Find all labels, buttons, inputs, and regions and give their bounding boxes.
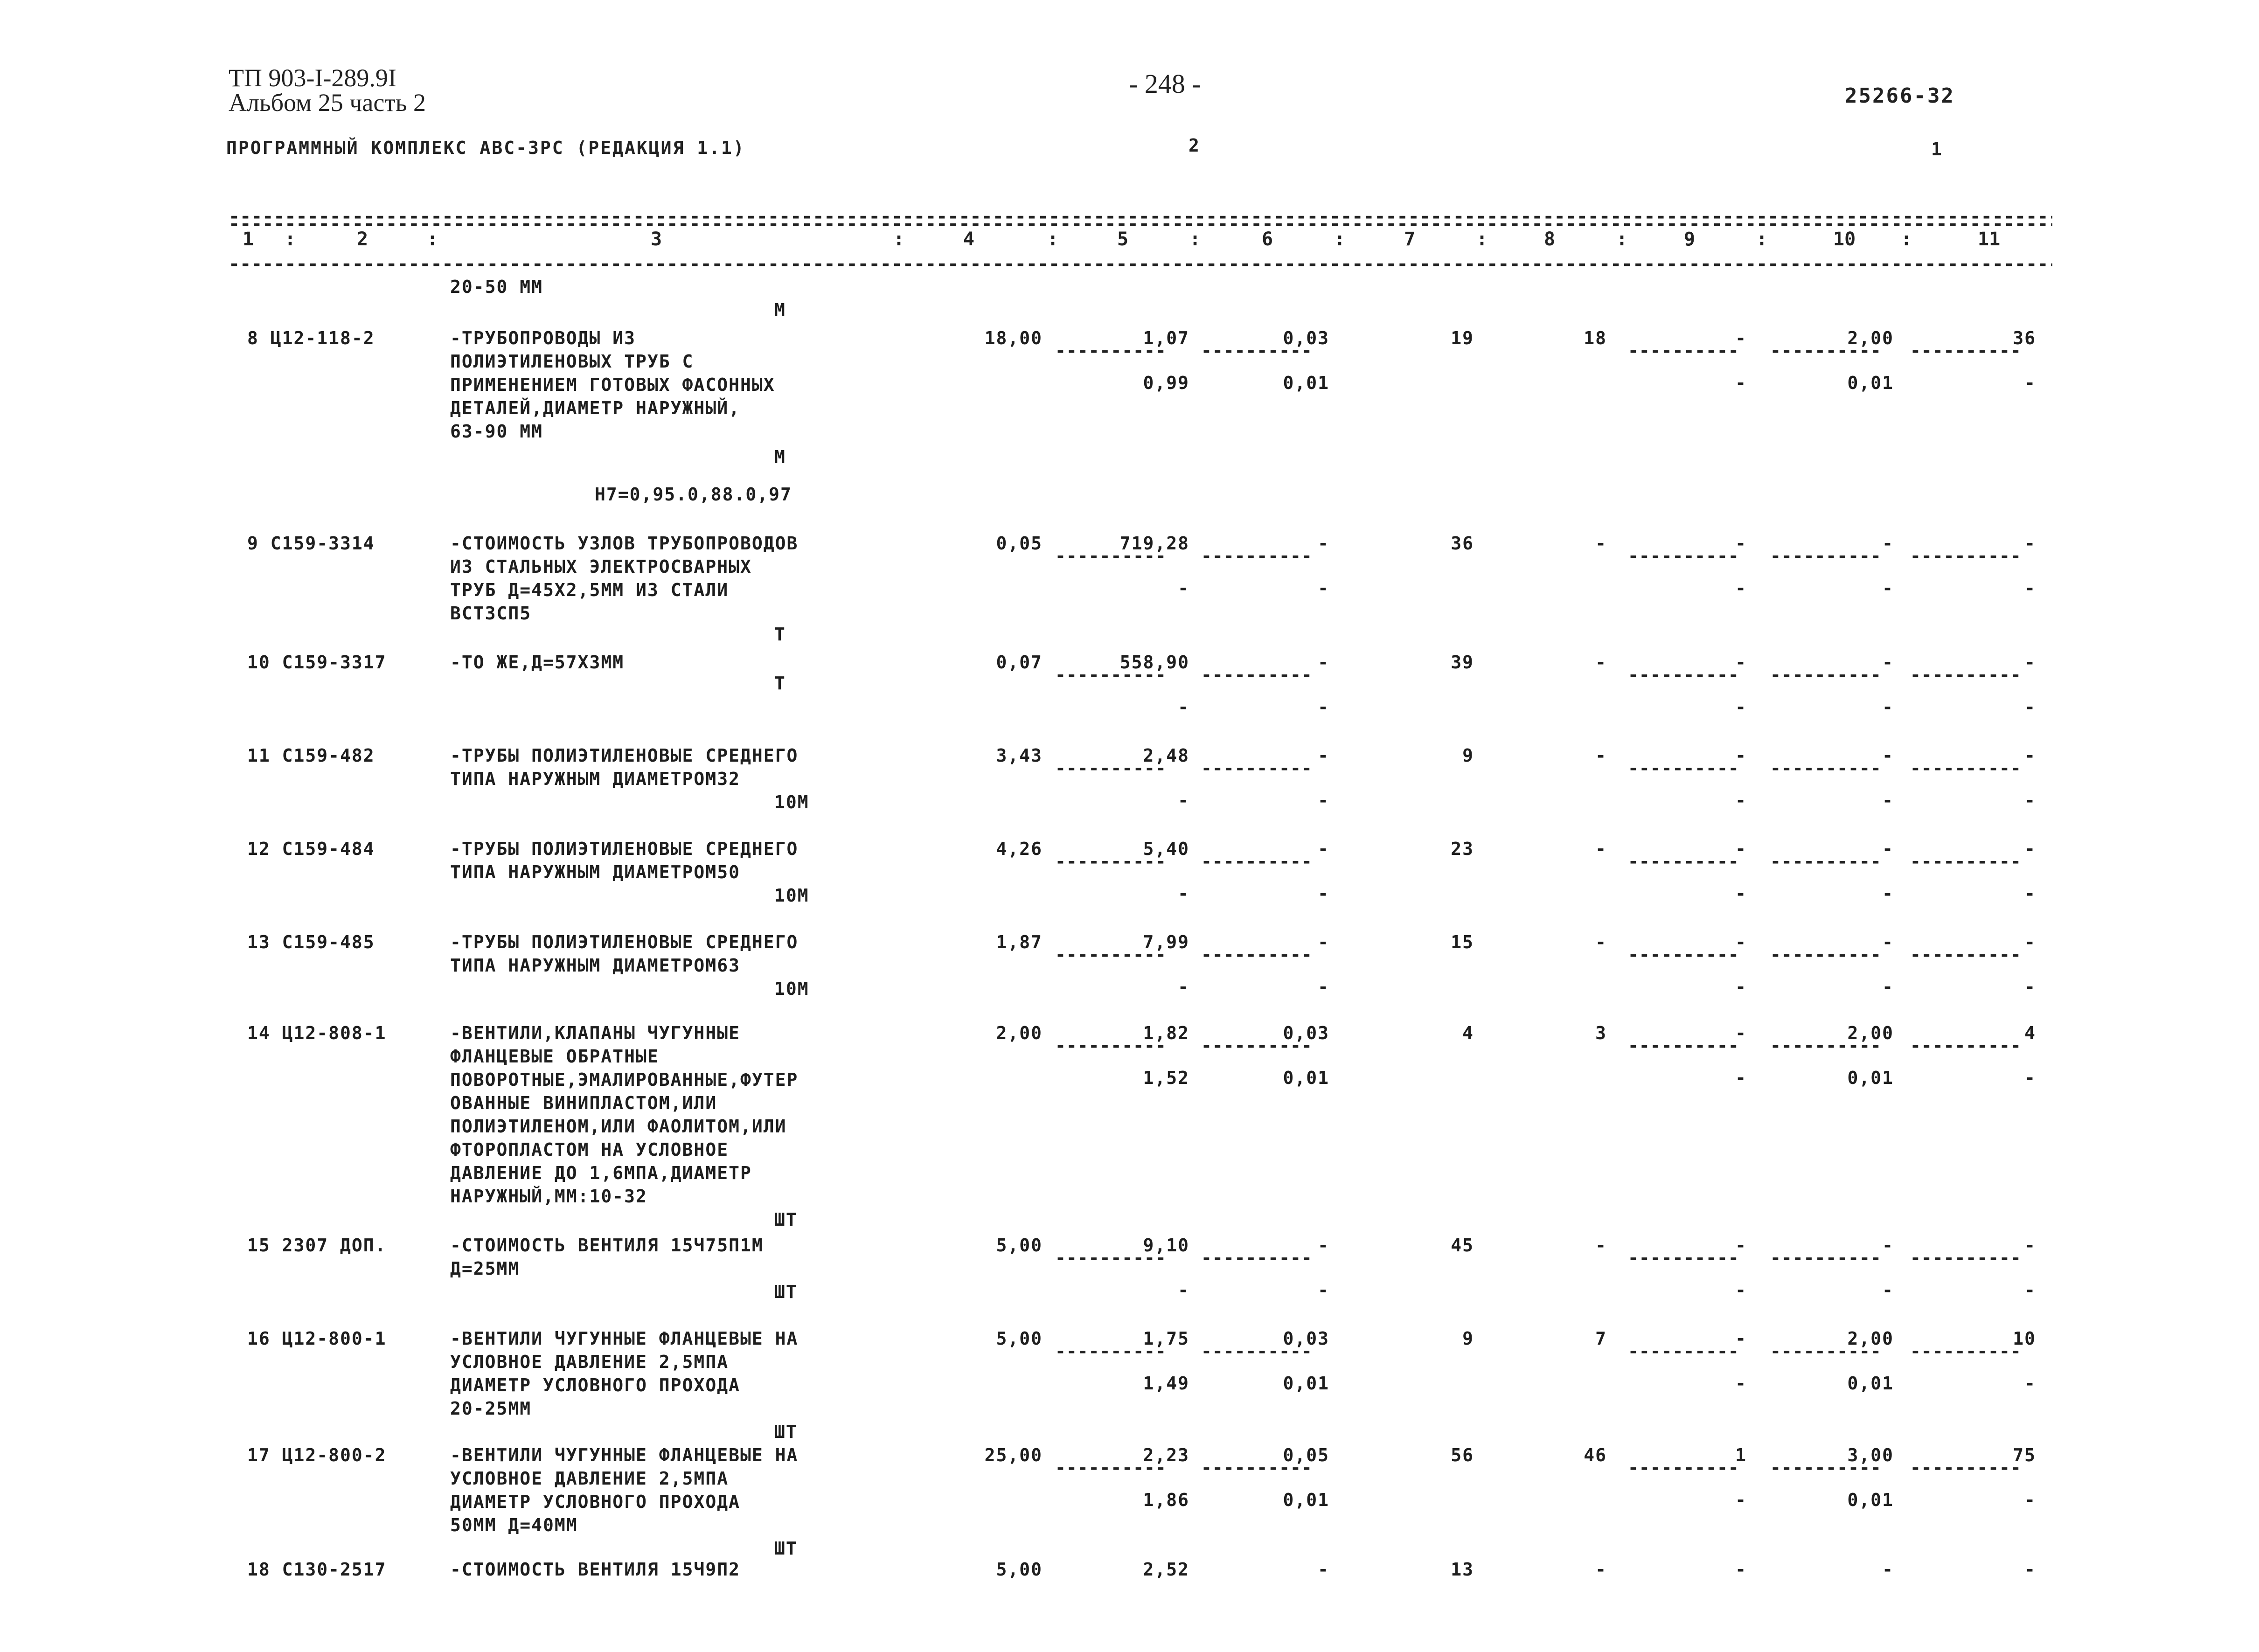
cell-c10b: -: [1882, 977, 1894, 997]
cell-c9: -: [1735, 1023, 1747, 1043]
cell-c4: 3,43: [996, 745, 1043, 766]
row-description-line: ФТОРОПЛАСТОМ НА УСЛОВНОЕ: [450, 1139, 729, 1160]
sheet-mark-b: 1: [1931, 139, 1943, 160]
cell-divider: [1910, 1463, 2022, 1472]
cell-divider: [1201, 1253, 1313, 1263]
column-separator: :: [1047, 229, 1059, 250]
cell-c11: 4: [2024, 1023, 2036, 1043]
cell-divider: [1055, 1041, 1167, 1050]
cell-c9b: -: [1735, 790, 1747, 811]
cell-c6: -: [1318, 652, 1329, 673]
row-number-code: 8 Ц12-118-2: [247, 328, 375, 348]
row-description-line: ДИАМЕТР УСЛОВНОГО ПРОХОДА: [450, 1492, 740, 1512]
cell-divider: [1055, 670, 1167, 680]
cell-divider: [1910, 1253, 2022, 1263]
unit-label: ШТ: [774, 1209, 798, 1230]
row-description-line: -СТОИМОСТЬ ВЕНТИЛЯ 15Ч9П2: [450, 1559, 740, 1580]
cell-c6: 0,03: [1283, 1328, 1329, 1349]
column-separator: :: [1189, 229, 1201, 250]
unit-label: Т: [774, 624, 786, 645]
row-description-line: ОВАННЫЕ ВИНИПЛАСТОМ,ИЛИ: [450, 1093, 717, 1113]
cell-c10: 3,00: [1847, 1445, 1894, 1465]
cell-c11b: -: [2024, 697, 2036, 717]
row-number-code: 10 С159-3317: [247, 652, 387, 673]
cell-c5: 2,52: [1143, 1559, 1189, 1580]
row-number-code: 11 С159-482: [247, 745, 375, 766]
cell-c7: 15: [1451, 932, 1474, 952]
cell-c10b: 0,01: [1847, 1068, 1894, 1088]
cell-c5: 2,23: [1143, 1445, 1189, 1465]
cell-c11b: -: [2024, 977, 2036, 997]
cell-c10b: 0,01: [1847, 373, 1894, 393]
cell-c10b: 0,01: [1847, 1490, 1894, 1510]
cell-c8: 7: [1595, 1328, 1607, 1349]
column-separator: :: [1476, 229, 1488, 250]
column-separator: :: [285, 229, 296, 250]
cell-divider: [1770, 1347, 1882, 1356]
cell-c10: -: [1882, 839, 1894, 859]
cell-c5b: -: [1178, 1280, 1189, 1300]
row-description-line: -ТО ЖЕ,Д=57Х3ММ: [450, 652, 625, 673]
cell-c4: 18,00: [984, 328, 1043, 348]
row-description-line: ИЗ СТАЛЬНЫХ ЭЛЕКТРОСВАРНЫХ: [450, 556, 752, 577]
cell-divider: [1770, 857, 1882, 866]
cell-c6: 0,05: [1283, 1445, 1329, 1465]
column-header-3: 3: [651, 229, 662, 250]
cell-c9: -: [1735, 1235, 1747, 1256]
cell-divider: [1628, 950, 1739, 959]
cell-c5: 1,82: [1143, 1023, 1189, 1043]
cell-c7: 9: [1462, 745, 1474, 766]
row-description-line: Д=25ММ: [450, 1258, 520, 1279]
row-description-line: ТИПА НАРУЖНЫМ ДИАМЕТРОМ32: [450, 769, 740, 789]
cell-divider: [1055, 346, 1167, 355]
cell-c7: 36: [1451, 533, 1474, 554]
cell-divider: [1628, 1347, 1739, 1356]
table-top-rule-2: [229, 219, 2052, 229]
row-description-line: -ТРУБЫ ПОЛИЭТИЛЕНОВЫЕ СРЕДНЕГО: [450, 839, 799, 859]
column-header-10: 10: [1833, 229, 1856, 250]
row-description-line: НАРУЖНЫЙ,ММ:10-32: [450, 1186, 647, 1207]
row-description-line: ТИПА НАРУЖНЫМ ДИАМЕТРОМ63: [450, 955, 740, 976]
cell-c9b: -: [1735, 1280, 1747, 1300]
cell-c4: 5,00: [996, 1328, 1043, 1349]
cell-c8: -: [1595, 932, 1607, 952]
cell-c11: 10: [2013, 1328, 2036, 1349]
cell-c5: 9,10: [1143, 1235, 1189, 1256]
cell-c11: 36: [2013, 328, 2036, 348]
cell-c11: -: [2024, 932, 2036, 952]
column-separator: :: [1334, 229, 1346, 250]
cell-c5b: -: [1178, 790, 1189, 811]
cell-c7: 39: [1451, 652, 1474, 673]
cell-c9: -: [1735, 745, 1747, 766]
row-number-code: 17 Ц12-800-2: [247, 1445, 387, 1465]
column-header-6: 6: [1262, 229, 1273, 250]
carry-over-text: 20-50 ММ: [450, 277, 543, 297]
album-label: Альбом 25 часть 2: [229, 89, 426, 117]
row-number-code: 13 С159-485: [247, 932, 375, 952]
cell-c5b: 1,49: [1143, 1373, 1189, 1394]
cell-divider: [1770, 950, 1882, 959]
cell-c10: -: [1882, 745, 1894, 766]
cell-c9b: -: [1735, 1068, 1747, 1088]
cell-c4: 4,26: [996, 839, 1043, 859]
cell-divider: [1770, 764, 1882, 773]
column-separator: :: [893, 229, 905, 250]
cell-c10: 2,00: [1847, 328, 1894, 348]
cell-c11: -: [2024, 1235, 2036, 1256]
cell-c11b: -: [2024, 790, 2036, 811]
cell-c10: -: [1882, 533, 1894, 554]
cell-c5b: -: [1178, 977, 1189, 997]
cell-c11: -: [2024, 652, 2036, 673]
cell-c11: -: [2024, 839, 2036, 859]
cell-c11b: -: [2024, 883, 2036, 904]
row-description-line: ДИАМЕТР УСЛОВНОГО ПРОХОДА: [450, 1375, 740, 1395]
unit-label: 10М: [774, 979, 809, 999]
cell-divider: [1910, 1041, 2022, 1050]
cell-c5: 1,07: [1143, 328, 1189, 348]
cell-divider: [1770, 1463, 1882, 1472]
cell-c10b: -: [1882, 1280, 1894, 1300]
row-description-line: ПОЛИЭТИЛЕНОМ,ИЛИ ФАОЛИТОМ,ИЛИ: [450, 1116, 787, 1137]
cell-c9: -: [1735, 533, 1747, 554]
cell-c6: -: [1318, 1235, 1329, 1256]
cell-c10: 2,00: [1847, 1328, 1894, 1349]
unit-label: 10М: [774, 792, 809, 812]
row-description-line: ПОЛИЭТИЛЕНОВЫХ ТРУБ С: [450, 351, 694, 372]
cell-c7: 19: [1451, 328, 1474, 348]
column-separator: :: [1901, 229, 1912, 250]
cell-c7: 9: [1462, 1328, 1474, 1349]
row-description-line: -СТОИМОСТЬ ВЕНТИЛЯ 15Ч75П1М: [450, 1235, 764, 1256]
cell-divider: [1910, 551, 2022, 561]
cell-c10: 2,00: [1847, 1023, 1894, 1043]
cell-c9: -: [1735, 328, 1747, 348]
row-description-line: ФЛАНЦЕВЫЕ ОБРАТНЫЕ: [450, 1046, 659, 1067]
cell-c10: -: [1882, 932, 1894, 952]
row-description-line: -ВЕНТИЛИ ЧУГУННЫЕ ФЛАНЦЕВЫЕ НА: [450, 1445, 799, 1465]
cell-divider: [1628, 551, 1739, 561]
cell-c7: 56: [1451, 1445, 1474, 1465]
column-header-8: 8: [1544, 229, 1556, 250]
cell-divider: [1055, 857, 1167, 866]
cell-divider: [1628, 1253, 1739, 1263]
row-description-line: ВСТ3СП5: [450, 603, 532, 624]
cell-c9: -: [1735, 1559, 1747, 1580]
row-description-line: 50ММ Д=40ММ: [450, 1515, 578, 1535]
cell-c6b: 0,01: [1283, 373, 1329, 393]
cell-c4: 2,00: [996, 1023, 1043, 1043]
column-separator: :: [427, 229, 438, 250]
cell-c11: -: [2024, 533, 2036, 554]
cell-divider: [1055, 950, 1167, 959]
cell-c5b: -: [1178, 697, 1189, 717]
column-separator: :: [1756, 229, 1768, 250]
row-description-line: -ТРУБЫ ПОЛИЭТИЛЕНОВЫЕ СРЕДНЕГО: [450, 745, 799, 766]
row-description-line: ПРИМЕНЕНИЕМ ГОТОВЫХ ФАСОННЫХ: [450, 375, 775, 395]
cell-c11: 75: [2013, 1445, 2036, 1465]
row-description-line: -ТРУБЫ ПОЛИЭТИЛЕНОВЫЕ СРЕДНЕГО: [450, 932, 799, 952]
cell-c4: 5,00: [996, 1235, 1043, 1256]
row-description-line: -ВЕНТИЛИ ЧУГУННЫЕ ФЛАНЦЕВЫЕ НА: [450, 1328, 799, 1349]
cell-c5b: 1,52: [1143, 1068, 1189, 1088]
cell-c6: -: [1318, 1559, 1329, 1580]
cell-c6b: -: [1318, 1280, 1329, 1300]
column-header-9: 9: [1684, 229, 1696, 250]
cell-c11b: -: [2024, 1068, 2036, 1088]
cell-divider: [1055, 1463, 1167, 1472]
cell-divider: [1628, 857, 1739, 866]
cell-c6b: 0,01: [1283, 1068, 1329, 1088]
row-description-line: 63-90 ММ: [450, 421, 543, 442]
unit-label: М: [774, 300, 786, 320]
cell-c5: 719,28: [1119, 533, 1189, 554]
cell-divider: [1628, 764, 1739, 773]
cell-divider: [1201, 551, 1313, 561]
doc-code: ТП 903-I-289.9I: [229, 64, 396, 92]
cell-divider: [1628, 670, 1739, 680]
cell-c4: 25,00: [984, 1445, 1043, 1465]
cell-divider: [1628, 1041, 1739, 1050]
cell-c5: 1,75: [1143, 1328, 1189, 1349]
cell-c8: -: [1595, 1559, 1607, 1580]
cell-c6b: -: [1318, 883, 1329, 904]
cell-c5: 2,48: [1143, 745, 1189, 766]
cell-c11b: -: [2024, 1280, 2036, 1300]
cell-divider: [1055, 1347, 1167, 1356]
cell-divider: [1055, 1253, 1167, 1263]
cell-c8: 18: [1584, 328, 1607, 348]
row-description-line: ТИПА НАРУЖНЫМ ДИАМЕТРОМ50: [450, 862, 740, 882]
cell-divider: [1201, 950, 1313, 959]
cell-c10: -: [1882, 652, 1894, 673]
cell-divider: [1910, 857, 2022, 866]
column-header-11: 11: [1978, 229, 2001, 250]
row-note: Н7=0,95.0,88.0,97: [595, 484, 792, 505]
cell-divider: [1201, 346, 1313, 355]
cell-c5b: -: [1178, 578, 1189, 598]
cell-c5b: -: [1178, 883, 1189, 904]
cell-c9: -: [1735, 839, 1747, 859]
cell-c5: 5,40: [1143, 839, 1189, 859]
cell-c9b: -: [1735, 977, 1747, 997]
column-header-4: 4: [963, 229, 975, 250]
cell-c11b: -: [2024, 1490, 2036, 1510]
cell-c8: -: [1595, 533, 1607, 554]
row-description-line: -СТОИМОСТЬ УЗЛОВ ТРУБОПРОВОДОВ: [450, 533, 799, 554]
cell-c10b: -: [1882, 697, 1894, 717]
cell-c11b: -: [2024, 578, 2036, 598]
program-title: ПРОГРАММНЫЙ КОМПЛЕКС АВС-3РС (РЕДАКЦИЯ 1.1): [226, 138, 745, 158]
cell-c9: -: [1735, 932, 1747, 952]
cell-c9b: -: [1735, 373, 1747, 393]
cell-c6b: -: [1318, 578, 1329, 598]
cell-c10b: 0,01: [1847, 1373, 1894, 1394]
archive-number: 25266-32: [1845, 84, 1955, 108]
cell-c4: 0,07: [996, 652, 1043, 673]
cell-c6: -: [1318, 533, 1329, 554]
row-number-code: 16 Ц12-800-1: [247, 1328, 387, 1349]
row-description-line: ТРУБ Д=45Х2,5ММ ИЗ СТАЛИ: [450, 580, 729, 600]
cell-c9: -: [1735, 1328, 1747, 1349]
row-number-code: 18 С130-2517: [247, 1559, 387, 1580]
row-number-code: 15 2307 ДОП.: [247, 1235, 387, 1256]
cell-divider: [1201, 857, 1313, 866]
page-number: - 248 -: [1129, 69, 1201, 99]
cell-c5: 558,90: [1119, 652, 1189, 673]
cell-c10: -: [1882, 1559, 1894, 1580]
cell-c5b: 0,99: [1143, 373, 1189, 393]
row-description-line: ДЕТАЛЕЙ,ДИАМЕТР НАРУЖНЫЙ,: [450, 398, 740, 418]
cell-divider: [1201, 670, 1313, 680]
column-header-7: 7: [1404, 229, 1416, 250]
cell-c6: -: [1318, 932, 1329, 952]
cell-c9b: -: [1735, 883, 1747, 904]
row-number-code: 9 С159-3314: [247, 533, 375, 554]
cell-divider: [1055, 551, 1167, 561]
cell-c10b: -: [1882, 578, 1894, 598]
column-header-2: 2: [357, 229, 368, 250]
cell-c5b: 1,86: [1143, 1490, 1189, 1510]
cell-c7: 4: [1462, 1023, 1474, 1043]
cell-c6b: 0,01: [1283, 1373, 1329, 1394]
cell-divider: [1910, 670, 2022, 680]
cell-divider: [1770, 1041, 1882, 1050]
cell-c8: -: [1595, 745, 1607, 766]
cell-c11b: -: [2024, 373, 2036, 393]
row-description-line: ПОВОРОТНЫЕ,ЭМАЛИРОВАННЫЕ,ФУТЕР: [450, 1069, 799, 1090]
cell-c7: 13: [1451, 1559, 1474, 1580]
cell-c8: -: [1595, 652, 1607, 673]
row-number-code: 14 Ц12-808-1: [247, 1023, 387, 1043]
cell-divider: [1201, 764, 1313, 773]
sheet-mark-a: 2: [1189, 135, 1201, 156]
cell-divider: [1201, 1347, 1313, 1356]
cell-c11: -: [2024, 1559, 2036, 1580]
cell-divider: [1910, 346, 2022, 355]
cell-c6: -: [1318, 745, 1329, 766]
cell-c6b: 0,01: [1283, 1490, 1329, 1510]
cell-divider: [1770, 1253, 1882, 1263]
cell-c5: 7,99: [1143, 932, 1189, 952]
cell-c10b: -: [1882, 790, 1894, 811]
cell-c9b: -: [1735, 578, 1747, 598]
cell-c6: 0,03: [1283, 328, 1329, 348]
row-description-line: УСЛОВНОЕ ДАВЛЕНИЕ 2,5МПА: [450, 1468, 729, 1489]
cell-c11: -: [2024, 745, 2036, 766]
cell-c10: -: [1882, 1235, 1894, 1256]
cell-divider: [1770, 551, 1882, 561]
cell-c9b: -: [1735, 1373, 1747, 1394]
cell-c10b: -: [1882, 883, 1894, 904]
cell-divider: [1201, 1463, 1313, 1472]
table-header-rule: [229, 259, 2052, 270]
row-description-line: -ТРУБОПРОВОДЫ ИЗ: [450, 328, 636, 348]
unit-label: Т: [774, 673, 786, 694]
cell-c6b: -: [1318, 977, 1329, 997]
cell-c7: 23: [1451, 839, 1474, 859]
unit-label: ШТ: [774, 1282, 798, 1302]
row-number-code: 12 С159-484: [247, 839, 375, 859]
cell-c6: -: [1318, 839, 1329, 859]
cell-c6b: -: [1318, 697, 1329, 717]
cell-c4: 1,87: [996, 932, 1043, 952]
cell-c4: 5,00: [996, 1559, 1043, 1580]
column-header-5: 5: [1117, 229, 1129, 250]
row-description-line: -ВЕНТИЛИ,КЛАПАНЫ ЧУГУННЫЕ: [450, 1023, 740, 1043]
row-description-line: 20-25ММ: [450, 1398, 532, 1419]
cell-c6b: -: [1318, 790, 1329, 811]
cell-c8: 46: [1584, 1445, 1607, 1465]
cell-divider: [1055, 764, 1167, 773]
row-description-line: ДАВЛЕНИЕ ДО 1,6МПА,ДИАМЕТР: [450, 1163, 752, 1183]
cell-c9: 1: [1735, 1445, 1747, 1465]
unit-label: ШТ: [774, 1538, 798, 1559]
cell-c9b: -: [1735, 1490, 1747, 1510]
cell-divider: [1770, 346, 1882, 355]
unit-label: ШТ: [774, 1422, 798, 1442]
cell-c7: 45: [1451, 1235, 1474, 1256]
unit-label: М: [774, 447, 786, 467]
row-description-line: УСЛОВНОЕ ДАВЛЕНИЕ 2,5МПА: [450, 1352, 729, 1372]
cell-divider: [1910, 1347, 2022, 1356]
cell-c8: -: [1595, 839, 1607, 859]
cell-divider: [1910, 950, 2022, 959]
cell-divider: [1201, 1041, 1313, 1050]
cell-divider: [1628, 346, 1739, 355]
cell-c4: 0,05: [996, 533, 1043, 554]
cell-c9b: -: [1735, 697, 1747, 717]
cell-c8: -: [1595, 1235, 1607, 1256]
cell-divider: [1770, 670, 1882, 680]
cell-divider: [1910, 764, 2022, 773]
unit-label: 10М: [774, 885, 809, 906]
cell-c6: 0,03: [1283, 1023, 1329, 1043]
cell-divider: [1628, 1463, 1739, 1472]
cell-c11b: -: [2024, 1373, 2036, 1394]
cell-c9: -: [1735, 652, 1747, 673]
column-separator: :: [1616, 229, 1628, 250]
cell-c8: 3: [1595, 1023, 1607, 1043]
column-header-1: 1: [243, 229, 254, 250]
